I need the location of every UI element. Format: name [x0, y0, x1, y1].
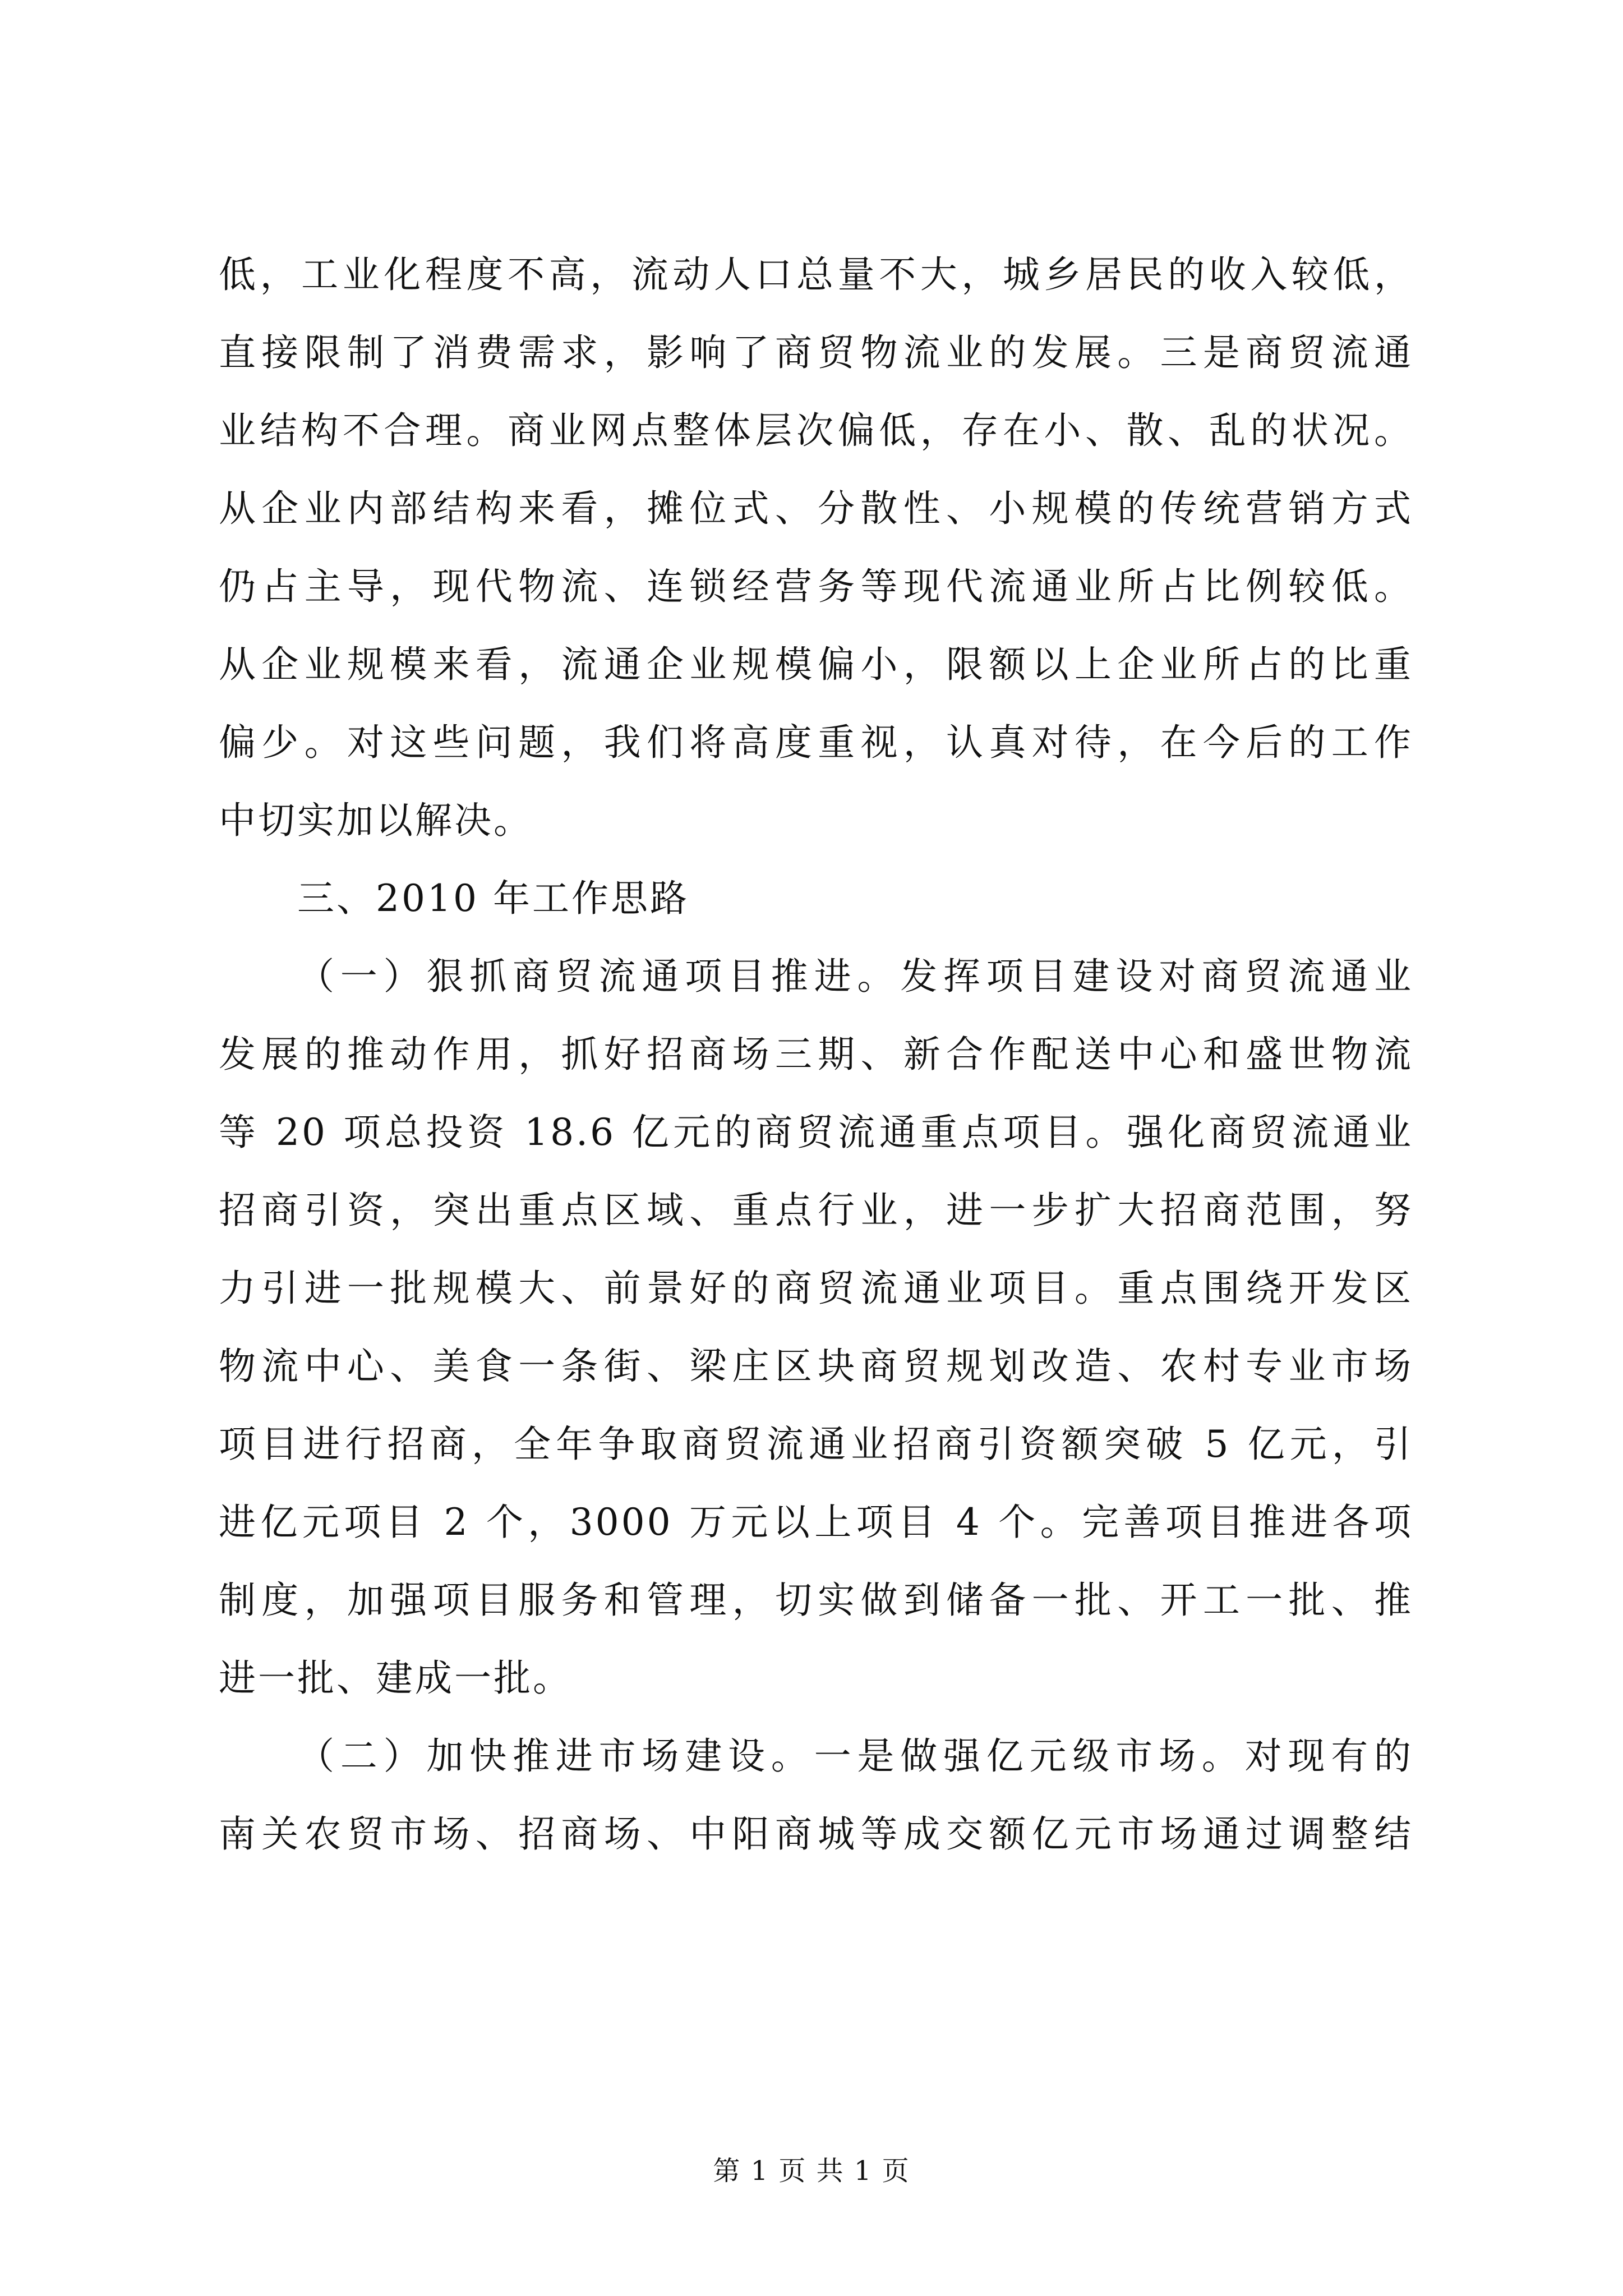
text-line: 制度，加强项目服务和管理，切实做到储备一批、开工一批、推	[219, 1579, 1413, 1622]
text-line: 偏少。对这些问题，我们将高度重视，认真对待，在今后的工作	[219, 721, 1413, 764]
page-footer: 第 1 页 共 1 页	[713, 2155, 910, 2187]
text-line: 业结构不合理。商业网点整体层次偏低，存在小、散、乱的状况。	[219, 409, 1413, 452]
text-line: 力引进一批规模大、前景好的商贸流通业项目。重点围绕开发区	[219, 1267, 1413, 1310]
text-line: 直接限制了消费需求，影响了商贸物流业的发展。三是商贸流通	[219, 331, 1413, 374]
section-heading: 三、2010 年工作思路	[297, 877, 689, 920]
text-line: 低，工业化程度不高，流动人口总量不大，城乡居民的收入较低，	[219, 253, 1413, 296]
text-line: 进亿元项目 2 个，3000 万元以上项目 4 个。完善项目推进各项	[219, 1501, 1413, 1544]
text-line: 物流中心、美食一条街、梁庄区块商贸规划改造、农村专业市场	[219, 1345, 1413, 1388]
text-line: 发展的推动作用，抓好招商场三期、新合作配送中心和盛世物流	[219, 1033, 1413, 1076]
text-line: 招商引资，突出重点区域、重点行业，进一步扩大招商范围，努	[219, 1189, 1413, 1232]
text-line: 南关农贸市场、招商场、中阳商城等成交额亿元市场通过调整结	[219, 1812, 1413, 1856]
text-line: 从企业规模来看，流通企业规模偏小，限额以上企业所占的比重	[219, 643, 1413, 686]
text-line: 项目进行招商，全年争取商贸流通业招商引资额突破 5 亿元，引	[219, 1423, 1413, 1466]
document-body	[219, 236, 1413, 1873]
text-line: 从企业内部结构来看，摊位式、分散性、小规模的传统营销方式	[219, 487, 1413, 530]
text-line: 中切实加以解决。	[219, 799, 533, 842]
text-line: 仍占主导，现代物流、连锁经营务等现代流通业所占比例较低。	[219, 565, 1413, 608]
text-line: 进一批、建成一批。	[219, 1657, 572, 1700]
paragraph-first-line: （一）狠抓商贸流通项目推进。发挥项目建设对商贸流通业	[297, 955, 1413, 998]
text-line: 等 20 项总投资 18.6 亿元的商贸流通重点项目。强化商贸流通业	[219, 1111, 1413, 1154]
paragraph-first-line: （二）加快推进市场建设。一是做强亿元级市场。对现有的	[297, 1734, 1413, 1778]
